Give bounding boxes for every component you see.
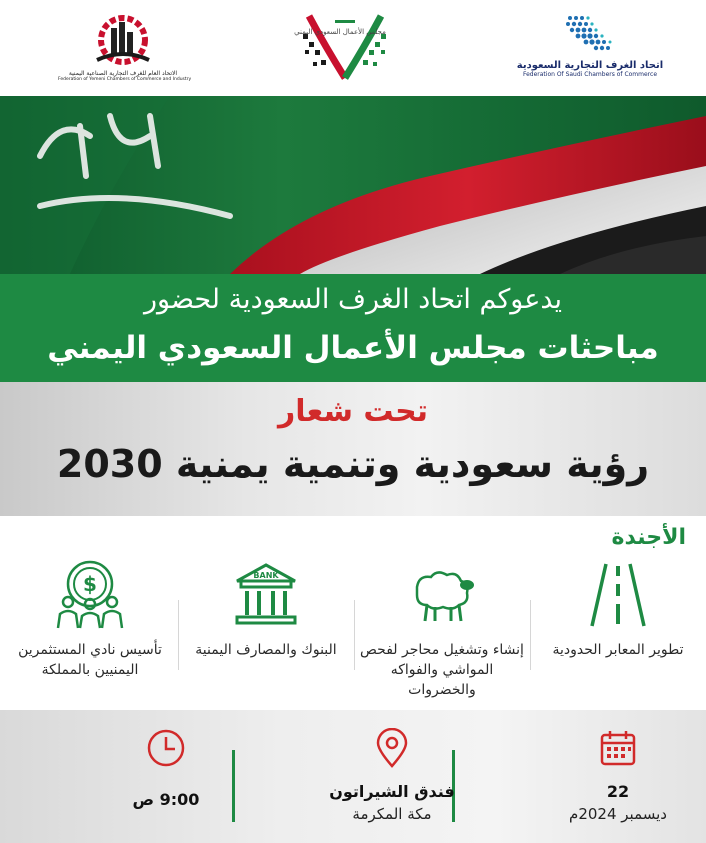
agenda-item-label: إنشاء وتشغيل محاجر لفحص المواشي والفواكه والخضروات bbox=[360, 642, 524, 698]
council-emblem-icon bbox=[295, 6, 395, 90]
fsc-name-ar: اتحاد الغرف التجارية السعودية bbox=[516, 60, 664, 71]
bank-icon bbox=[233, 563, 299, 627]
fsc-name-en: Federation Of Saudi Chambers of Commerce bbox=[522, 71, 658, 78]
council-name-ar: مجلس الأعمال السعودي اليمني bbox=[294, 28, 386, 36]
yemen-federation-name-ar: الاتحاد العام للغرف التجارية الصناعية اليمنية bbox=[68, 70, 178, 77]
slogan-vision: رؤية سعودية وتنمية يمنية 2030 bbox=[56, 442, 650, 486]
agenda-item bbox=[354, 560, 530, 710]
fsc-emblem-icon bbox=[560, 10, 620, 56]
gear-building-icon bbox=[91, 12, 155, 66]
agenda-divider bbox=[354, 600, 355, 670]
slogan-band bbox=[0, 382, 706, 516]
fsc-logo bbox=[510, 10, 670, 78]
time-block bbox=[66, 726, 266, 809]
invitation-text: يدعوكم اتحاد الغرف السعودية لحضور bbox=[143, 284, 563, 315]
event-info-band bbox=[0, 710, 706, 843]
agenda-item bbox=[530, 560, 706, 710]
invitation-band bbox=[0, 274, 706, 382]
slogan-label: تحت شعار bbox=[277, 394, 429, 429]
venue-block bbox=[292, 726, 492, 823]
date-block bbox=[518, 726, 706, 823]
agenda-item-label: البنوك والمصارف اليمنية bbox=[195, 642, 337, 658]
sheep-icon bbox=[407, 565, 477, 625]
location-pin-icon bbox=[375, 728, 409, 768]
agenda-title: الأجندة bbox=[611, 525, 686, 550]
clock-icon bbox=[146, 728, 186, 768]
agenda-divider bbox=[530, 600, 531, 670]
yemen-federation-name-en: Federation of Yemeni Chambers of Commerce and Industry bbox=[58, 77, 192, 82]
flags-banner-image bbox=[0, 96, 706, 274]
council-logo bbox=[290, 6, 400, 94]
event-month: ديسمبر 2024م bbox=[569, 805, 667, 823]
event-venue: فندق الشيراتون bbox=[329, 782, 455, 801]
agenda-item-label: تأسيس نادي المستثمرين اليمنيين بالمملكة bbox=[18, 642, 162, 678]
event-day: 22 bbox=[606, 782, 630, 801]
header bbox=[0, 0, 706, 96]
agenda-item bbox=[178, 560, 354, 710]
bank-icon-text: BANK bbox=[253, 571, 279, 580]
event-title: مباحثات مجلس الأعمال السعودي اليمني bbox=[47, 330, 659, 366]
agenda-item bbox=[2, 560, 178, 710]
event-city: مكة المكرمة bbox=[352, 805, 432, 823]
agenda-divider bbox=[178, 600, 179, 670]
investors-icon bbox=[54, 560, 126, 630]
road-icon bbox=[588, 562, 648, 628]
event-time: 9:00 ص bbox=[132, 790, 200, 809]
calendar-icon bbox=[599, 729, 637, 767]
agenda-item-label: تطوير المعابر الحدودية bbox=[552, 642, 684, 658]
svg-text:$: $ bbox=[83, 572, 97, 596]
saudi-yemen-flags-icon bbox=[0, 96, 706, 274]
yemen-federation-logo bbox=[58, 12, 192, 82]
